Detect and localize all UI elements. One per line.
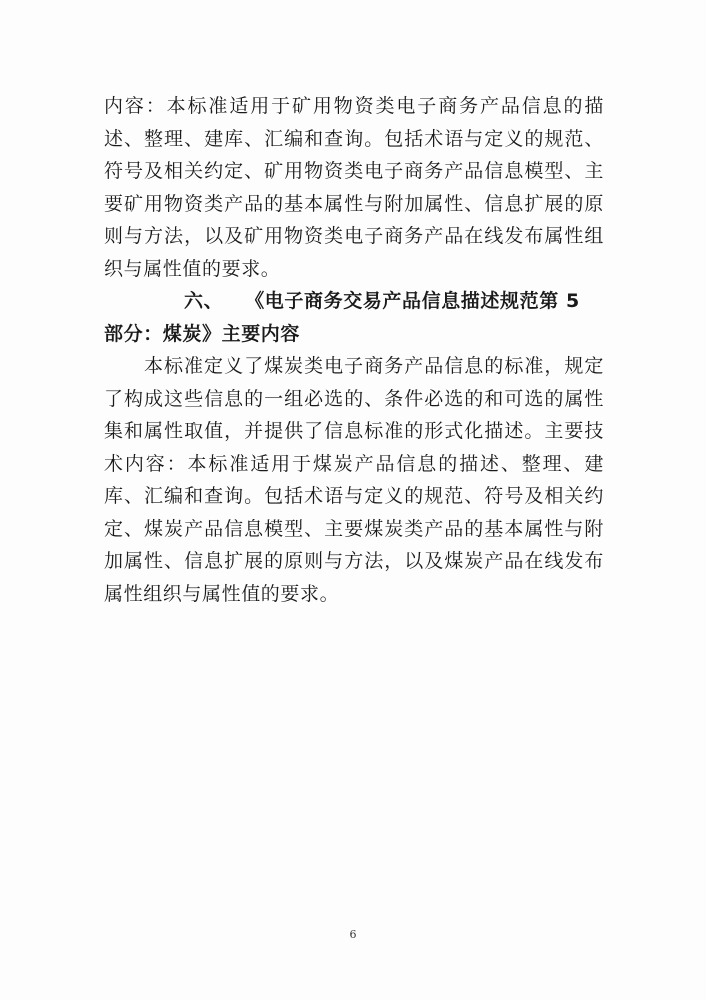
continued-paragraph: 内容：本标准适用于矿用物资类电子商务产品信息的描述、整理、建库、汇编和查询。包括术语与定义的规范、符号及相关约定、矿用物资类电子商务产品信息模型、主要矿用物资类产品的基本属性与附加属性、信息扩展的原则与方法，以及矿用物资类电子商务产品在线发布属性组织与属性值的要求。 — [104, 95, 604, 280]
section-body-paragraph: 本标准定义了煤炭类电子商务产品信息的标准，规定了构成这些信息的一组必选的、条件必选的和可选的属性集和属性取值，并提供了信息标准的形式化描述。主要技术内容：本标准适用于煤炭产品信息的描述、整理、建库、汇编和查询。包括术语与定义的规范、符号及相关约定、煤炭产品信息模型、主要煤炭类产品的基本属性与附加属性、信息扩展的原则与方法，以及煤炭产品在线发布属性组织与属性值的要求。 — [104, 355, 604, 605]
section-title: 《电子商务交易产品信息描述规范第 5 部分：煤炭》主要内容 — [104, 290, 580, 345]
section-heading — [104, 285, 604, 350]
section-number: 六、 — [184, 290, 224, 312]
page-number: 6 — [349, 928, 357, 941]
page-content — [104, 90, 604, 610]
